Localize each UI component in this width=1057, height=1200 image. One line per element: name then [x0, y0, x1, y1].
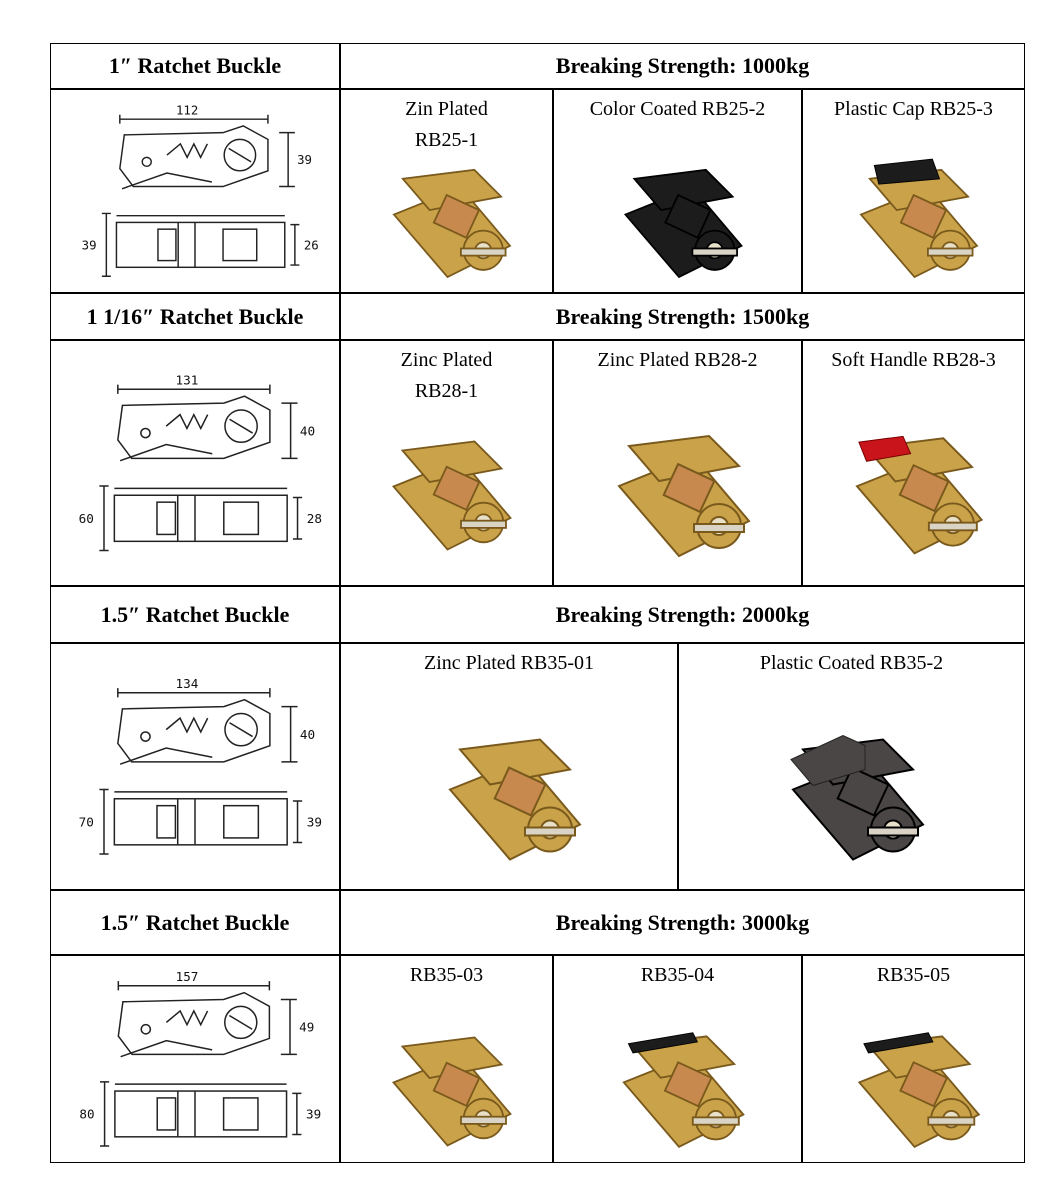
product-caption: Soft Handle RB28-3 — [831, 349, 996, 371]
dimension-drawing — [51, 956, 339, 1162]
dimension-drawing — [51, 90, 339, 292]
dim-inner: 39 — [306, 1106, 322, 1122]
ratchet-buckle-image — [768, 706, 938, 883]
product-cell — [340, 89, 553, 293]
product-caption: Zinc Plated RB28-2 — [597, 349, 758, 371]
technical-drawing — [50, 89, 340, 293]
product-caption: Color Coated RB25-2 — [589, 98, 766, 120]
product-cell — [678, 643, 1025, 890]
breaking-strength: Breaking Strength: 3000kg — [340, 890, 1025, 955]
breaking-strength: Breaking Strength: 1500kg — [340, 293, 1025, 340]
product-cell — [802, 340, 1025, 586]
section-title: 1.5″ Ratchet Buckle — [50, 890, 340, 955]
dim-width: 39 — [81, 238, 97, 253]
dim-height: 39 — [297, 153, 312, 168]
product-spec-table — [50, 43, 1025, 1163]
dim-width: 60 — [78, 510, 94, 526]
product-caption: Plastic Cap RB25-3 — [834, 98, 993, 120]
product-cell — [802, 89, 1025, 293]
dim-width: 80 — [79, 1106, 95, 1122]
technical-drawing — [50, 340, 340, 586]
section-title: 1″ Ratchet Buckle — [50, 43, 340, 89]
section-title: 1.5″ Ratchet Buckle — [50, 586, 340, 643]
breaking-strength: Breaking Strength: 1000kg — [340, 43, 1025, 89]
ratchet-buckle-image — [594, 152, 764, 286]
dim-height: 49 — [299, 1019, 315, 1035]
product-cell — [340, 643, 678, 890]
ratchet-buckle-image — [833, 1018, 996, 1156]
dim-length: 131 — [175, 372, 199, 388]
product-cell — [340, 340, 553, 586]
dim-length: 112 — [176, 103, 199, 118]
technical-drawing — [50, 643, 340, 890]
dim-height: 40 — [299, 726, 316, 742]
product-cell — [340, 955, 553, 1163]
ratchet-buckle-image — [371, 1018, 524, 1156]
ratchet-buckle-image — [425, 706, 595, 883]
breaking-strength: Breaking Strength: 2000kg — [340, 586, 1025, 643]
product-caption: RB35-04 — [640, 964, 715, 986]
product-caption: Zinc Plated RB35-01 — [424, 652, 594, 674]
section-title: 1 1/16″ Ratchet Buckle — [50, 293, 340, 340]
product-cell — [553, 955, 802, 1163]
dim-inner: 26 — [303, 238, 319, 253]
product-caption: Zin Plated RB25-1 — [405, 98, 488, 151]
product-cell — [553, 340, 802, 586]
dim-width: 70 — [78, 814, 94, 830]
technical-drawing — [50, 955, 340, 1163]
ratchet-buckle-image — [594, 1018, 764, 1156]
product-caption: Zinc Plated RB28-1 — [400, 349, 493, 402]
dimension-drawing — [51, 644, 339, 889]
dim-inner: 39 — [306, 814, 322, 830]
ratchet-buckle-image — [371, 152, 524, 286]
dim-inner: 28 — [306, 510, 322, 526]
product-cell — [802, 955, 1025, 1163]
ratchet-buckle-image — [371, 403, 524, 579]
ratchet-buckle-image — [833, 403, 996, 579]
product-caption: Plastic Coated RB35-2 — [759, 652, 944, 674]
product-cell — [553, 89, 802, 293]
dim-height: 40 — [299, 423, 316, 439]
product-caption: RB35-03 — [409, 964, 484, 986]
dimension-drawing — [51, 341, 339, 585]
ratchet-buckle-image — [833, 152, 996, 286]
product-caption: RB35-05 — [876, 964, 951, 986]
dim-length: 134 — [175, 676, 199, 692]
ratchet-buckle-image — [594, 403, 764, 579]
dim-length: 157 — [175, 969, 199, 985]
